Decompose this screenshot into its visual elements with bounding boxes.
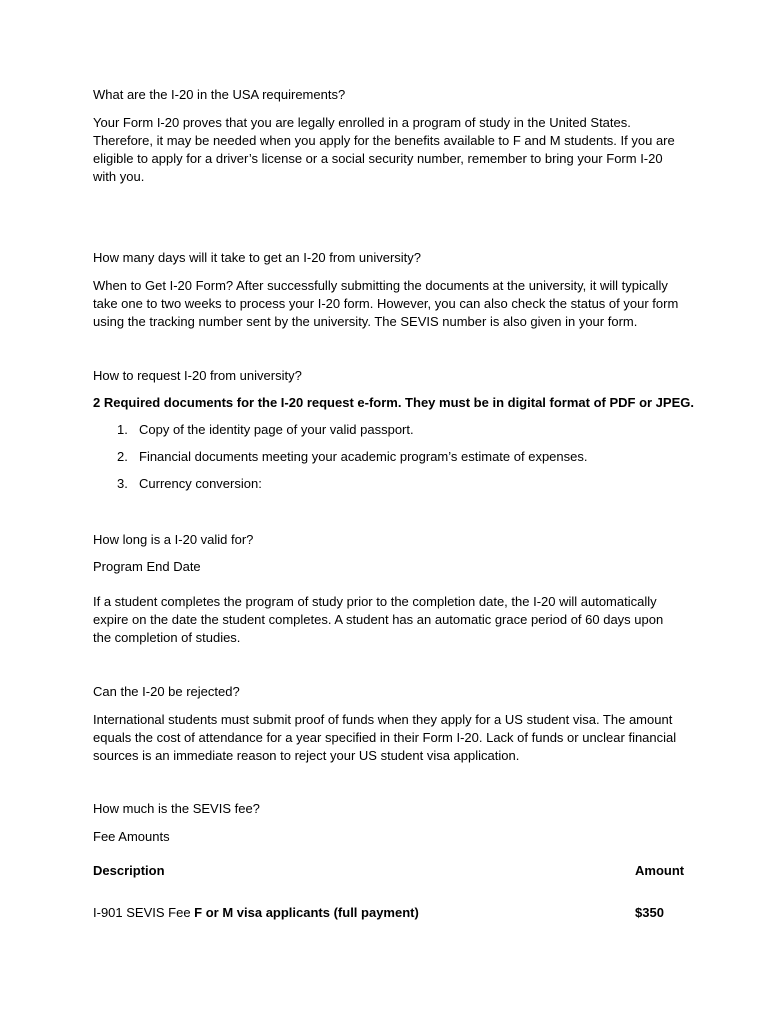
question-rejection: Can the I-20 be rejected? [93, 684, 240, 699]
answer-validity: If a student completes the program of study prior to the completion date, the I-20 will automatically expire on the date the student completes. A student has an automatic grace period of 60 days upon the completion of studies. [93, 594, 664, 645]
list-item-text: Currency conversion: [139, 476, 262, 491]
fee-row-description-bold: F or M visa applicants (full payment) [194, 905, 419, 920]
list-item-number: 2. [117, 449, 128, 464]
fee-amounts-subheading: Fee Amounts [93, 829, 170, 844]
fee-table-row [93, 904, 419, 922]
list-item-number: 1. [117, 422, 128, 437]
document-page [93, 0, 694, 1024]
list-item-text: Financial documents meeting your academic program’s estimate of expenses. [139, 449, 588, 464]
validity-subheading: Program End Date [93, 559, 201, 574]
list-item-number: 3. [117, 476, 128, 491]
answer-requirements: Your Form I-20 proves that you are legally enrolled in a program of study in the United States. Therefore, it may be needed when you apply for the benefits available to F and M students. If you are eligible to apply for a driver’s license or a social security number, remember to bring your Form I-20 with you. [93, 115, 675, 184]
question-validity: How long is a I-20 valid for? [93, 532, 254, 547]
required-documents-intro: 2 Required documents for the I-20 request e-form. They must be in digital format of PDF or JPEG. [93, 395, 694, 410]
question-requirements: What are the I-20 in the USA requirements? [93, 87, 346, 102]
answer-processing-time: When to Get I-20 Form? After successfully submitting the documents at the university, it will typically take one to two weeks to process your I-20 form. However, you can also check the status of your form using the tracking number sent by the university. The SEVIS number is also given in your form. [93, 278, 679, 329]
fee-row-description-prefix: I-901 SEVIS Fee [93, 905, 195, 920]
list-item [93, 448, 683, 475]
fee-table-header-description: Description [93, 863, 165, 878]
question-request: How to request I-20 from university? [93, 368, 302, 383]
required-documents-list [93, 421, 683, 502]
fee-row-amount: $350 [635, 905, 664, 920]
question-sevis-fee: How much is the SEVIS fee? [93, 801, 260, 816]
list-item-text: Copy of the identity page of your valid passport. [139, 422, 414, 437]
fee-table-header-amount: Amount [635, 863, 685, 878]
list-item [93, 475, 683, 502]
answer-rejection: International students must submit proof of funds when they apply for a US student visa. The amount equals the cost of attendance for a year specified in their Form I-20. Lack of funds or unclear financial sources is an immediate reason to reject your US student visa application. [93, 712, 677, 763]
list-item [93, 421, 683, 448]
question-processing-time: How many days will it take to get an I-20 from university? [93, 250, 422, 265]
